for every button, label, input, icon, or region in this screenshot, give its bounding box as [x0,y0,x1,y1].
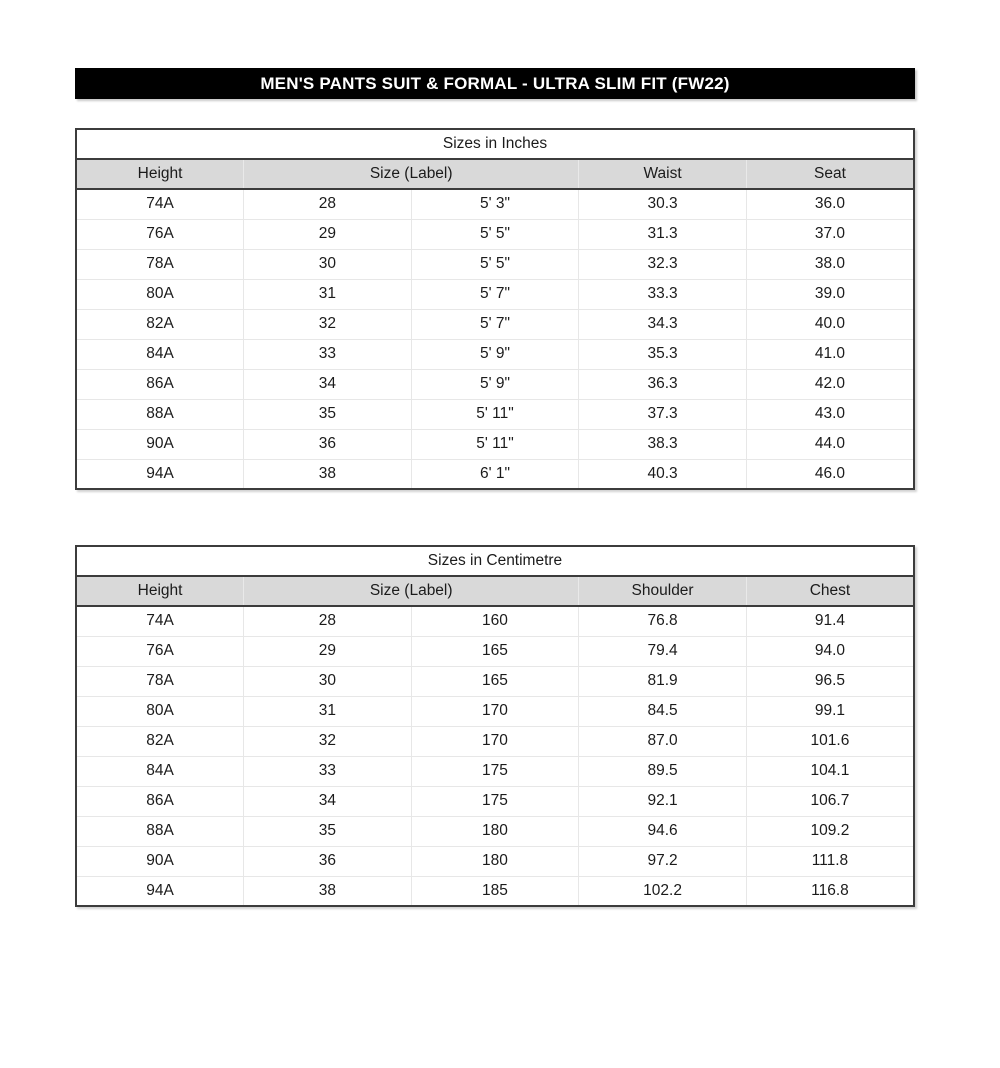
table-cell: 33 [244,756,412,786]
table-row [76,666,914,696]
table-cell: 74A [76,189,244,219]
table-cell: 89.5 [579,756,747,786]
table-row [76,636,914,666]
table-cell: 36 [244,846,412,876]
table-cell: 90A [76,429,244,459]
table-cell: 165 [411,636,579,666]
table-row [76,606,914,636]
table-cell: 94A [76,459,244,489]
table-cell: 38 [244,459,412,489]
table-cell: 5' 9" [411,339,579,369]
table-cell: 32 [244,309,412,339]
table-cell: 97.2 [579,846,747,876]
size-table-centimetre-head [76,546,914,606]
table-cell: 29 [244,219,412,249]
table-cell: 34 [244,369,412,399]
table-cell: 76.8 [579,606,747,636]
table-cell: 5' 9" [411,369,579,399]
table-row [76,459,914,489]
table-row [76,726,914,756]
table-row [76,846,914,876]
table-cell: 35 [244,816,412,846]
table-cell: 28 [244,606,412,636]
table-cell: 31 [244,279,412,309]
table-cell: 41.0 [746,339,914,369]
table-row [76,816,914,846]
size-table-inches [75,128,915,490]
column-header-seat: Seat [746,159,914,189]
table-row [76,429,914,459]
table-cell: 6' 1" [411,459,579,489]
table-cell: 160 [411,606,579,636]
table-cell: 32.3 [579,249,747,279]
table-cell: 34 [244,786,412,816]
table-cell: 38 [244,876,412,906]
table-cell: 39.0 [746,279,914,309]
table-cell: 90A [76,846,244,876]
table-cell: 5' 11" [411,429,579,459]
page-title: MEN'S PANTS SUIT & FORMAL - ULTRA SLIM FIT (FW22) [75,68,915,99]
table-row [76,249,914,279]
size-table-centimetre-body [76,606,914,906]
table-cell: 86A [76,369,244,399]
table-cell: 84.5 [579,696,747,726]
table-cell: 35 [244,399,412,429]
table-cell: 80A [76,696,244,726]
table-cell: 94.6 [579,816,747,846]
size-table-centimetre [75,545,915,907]
table-cell: 170 [411,726,579,756]
table-cell: 94A [76,876,244,906]
table-cell: 165 [411,666,579,696]
column-header-size-label: Size (Label) [244,576,579,606]
table-cell: 31 [244,696,412,726]
table-cell: 81.9 [579,666,747,696]
table-cell: 30.3 [579,189,747,219]
table-row [76,756,914,786]
column-header-size-label: Size (Label) [244,159,579,189]
table-row [76,399,914,429]
table-cell: 44.0 [746,429,914,459]
table-cell: 185 [411,876,579,906]
table-row [76,369,914,399]
table-cell: 94.0 [746,636,914,666]
table-cell: 76A [76,219,244,249]
table-cell: 36.3 [579,369,747,399]
table-cell: 5' 5" [411,249,579,279]
table-cell: 31.3 [579,219,747,249]
table-cell: 79.4 [579,636,747,666]
table-cell: 40.0 [746,309,914,339]
table-row [76,279,914,309]
column-header-height: Height [76,576,244,606]
table-cell: 84A [76,756,244,786]
table-cell: 34.3 [579,309,747,339]
table-cell: 5' 11" [411,399,579,429]
table-cell: 78A [76,666,244,696]
table-cell: 37.3 [579,399,747,429]
table-row [76,876,914,906]
table-cell: 116.8 [746,876,914,906]
table-cell: 109.2 [746,816,914,846]
table-cell: 99.1 [746,696,914,726]
table-row [76,219,914,249]
table-cell: 180 [411,816,579,846]
table-cell: 46.0 [746,459,914,489]
column-header-height: Height [76,159,244,189]
table-cell: 88A [76,399,244,429]
table-cell: 33 [244,339,412,369]
table-cell: 28 [244,189,412,219]
size-table-inches-head [76,129,914,189]
table-cell: 30 [244,249,412,279]
table-cell: 87.0 [579,726,747,756]
table-cell: 84A [76,339,244,369]
table-cell: 5' 5" [411,219,579,249]
column-header-shoulder: Shoulder [579,576,747,606]
table-cell: 36 [244,429,412,459]
table-cell: 76A [76,636,244,666]
table-cell: 74A [76,606,244,636]
table-row [76,309,914,339]
table-cell: 102.2 [579,876,747,906]
table-title: Sizes in Inches [76,129,914,159]
table-cell: 96.5 [746,666,914,696]
table-cell: 91.4 [746,606,914,636]
table-cell: 32 [244,726,412,756]
column-header-waist: Waist [579,159,747,189]
table-cell: 37.0 [746,219,914,249]
table-title-row [76,546,914,576]
table-cell: 40.3 [579,459,747,489]
table-cell: 5' 3" [411,189,579,219]
table-row [76,339,914,369]
table-header-row [76,576,914,606]
table-cell: 80A [76,279,244,309]
table-cell: 30 [244,666,412,696]
column-header-chest: Chest [746,576,914,606]
table-row [76,189,914,219]
table-title: Sizes in Centimetre [76,546,914,576]
table-cell: 29 [244,636,412,666]
table-row [76,786,914,816]
table-cell: 101.6 [746,726,914,756]
size-table-inches-body [76,189,914,489]
table-cell: 38.3 [579,429,747,459]
table-cell: 82A [76,309,244,339]
table-cell: 38.0 [746,249,914,279]
table-cell: 104.1 [746,756,914,786]
table-cell: 92.1 [579,786,747,816]
table-cell: 106.7 [746,786,914,816]
table-cell: 175 [411,756,579,786]
table-cell: 82A [76,726,244,756]
table-cell: 35.3 [579,339,747,369]
table-cell: 78A [76,249,244,279]
table-cell: 175 [411,786,579,816]
table-header-row [76,159,914,189]
table-row [76,696,914,726]
table-cell: 86A [76,786,244,816]
table-title-row [76,129,914,159]
table-cell: 88A [76,816,244,846]
table-cell: 180 [411,846,579,876]
table-cell: 36.0 [746,189,914,219]
table-cell: 42.0 [746,369,914,399]
table-cell: 33.3 [579,279,747,309]
table-cell: 43.0 [746,399,914,429]
table-cell: 170 [411,696,579,726]
table-cell: 5' 7" [411,309,579,339]
table-cell: 111.8 [746,846,914,876]
table-cell: 5' 7" [411,279,579,309]
